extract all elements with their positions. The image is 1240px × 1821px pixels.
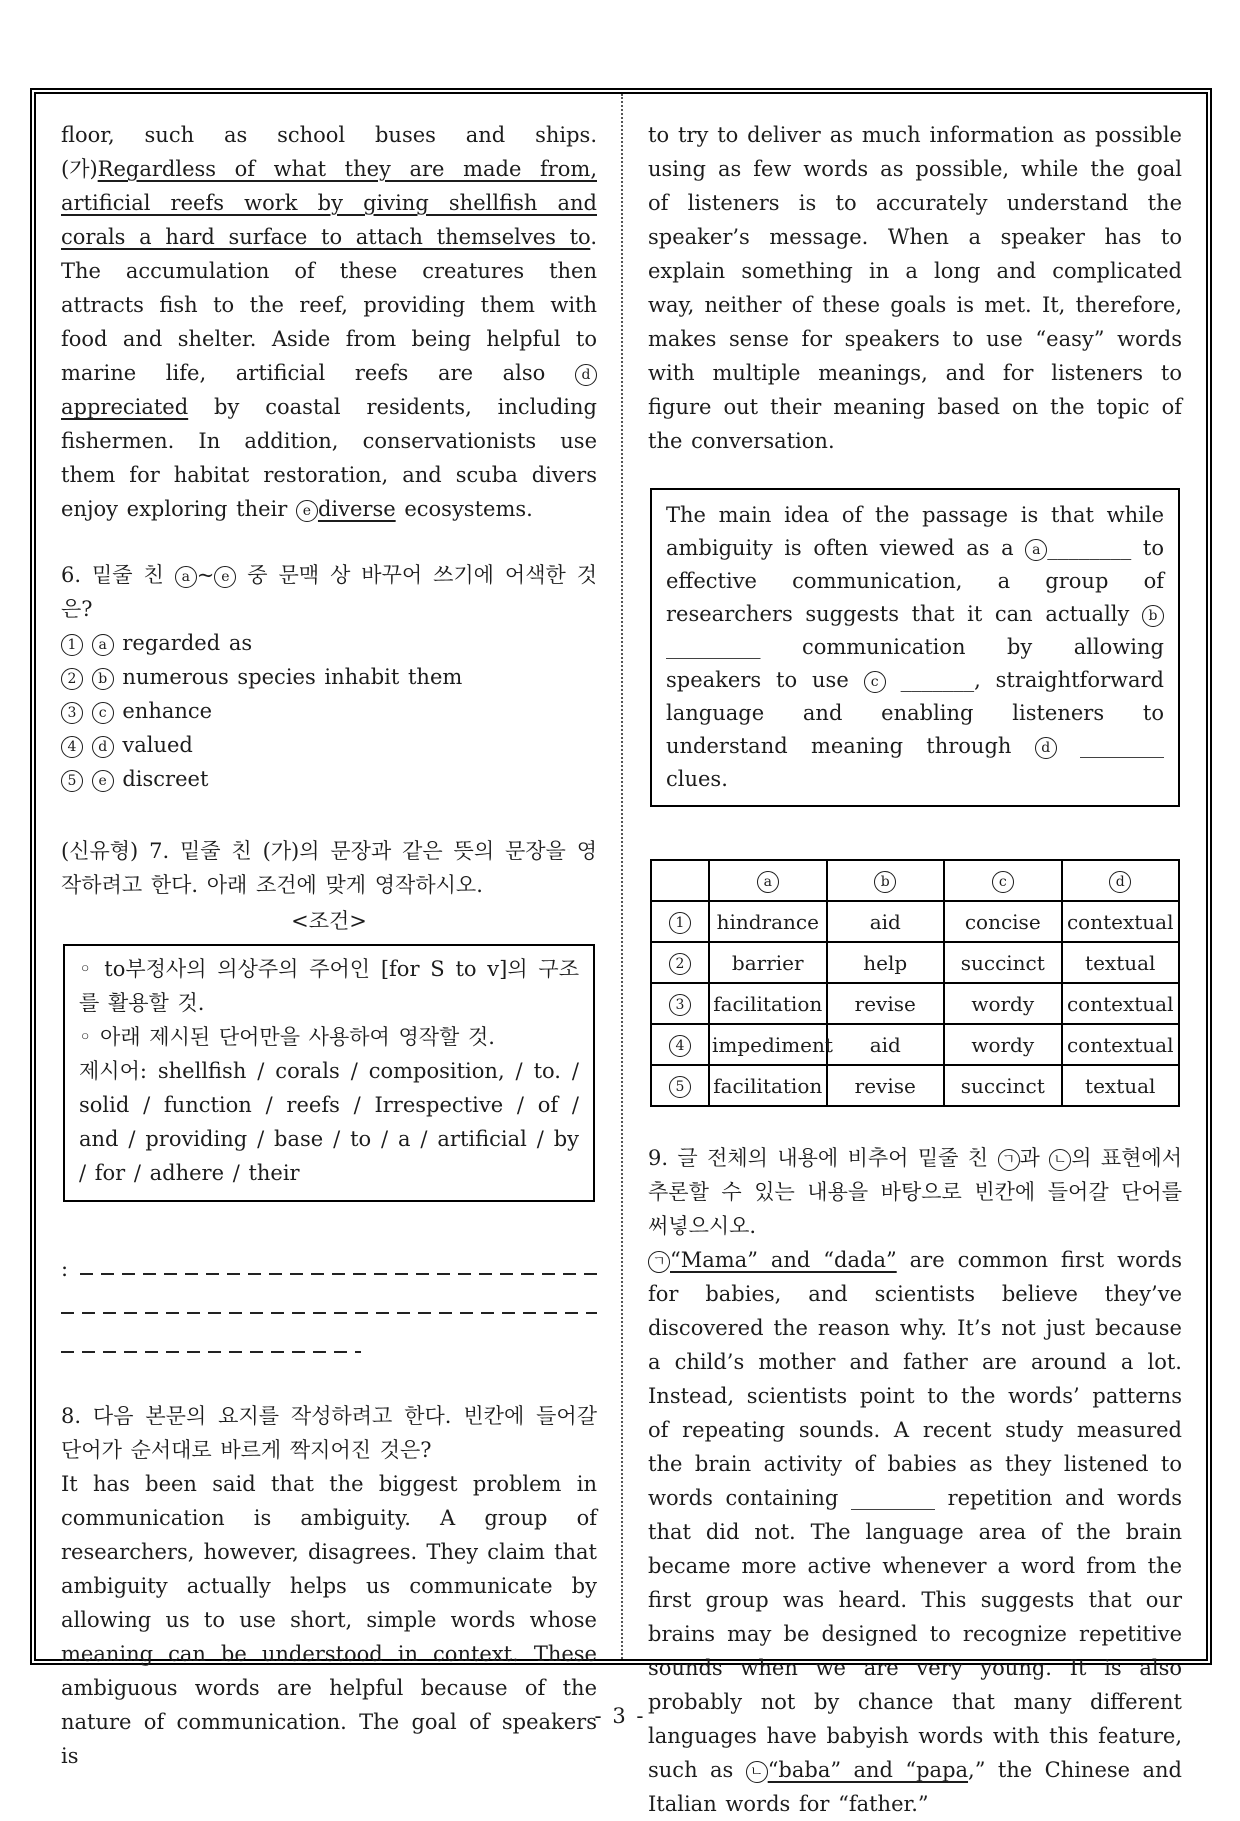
- circled-char: c: [864, 671, 886, 693]
- summary-box: [650, 488, 1180, 807]
- table-header-row: [651, 860, 1179, 901]
- table-row: [651, 983, 1179, 1024]
- underlined-text: “baba” and “papa: [767, 1758, 969, 1782]
- table-header-a: [709, 860, 827, 901]
- condition-box: [63, 944, 595, 1202]
- answer-option-3: 3 c enhance: [61, 694, 597, 728]
- underlined-text: Regardless of what they are made from, artificial reefs work by giving shellfish and corals a hard surface to attach themselves to: [61, 157, 597, 249]
- condition-item-1: ◦ to부정사의 의상주의 주어인 [for S to v]의 구조를 활용할 것.: [79, 957, 579, 1015]
- answer-colon: :: [61, 1257, 69, 1281]
- table-cell: barrier: [709, 942, 827, 983]
- table-header-d: [1062, 860, 1180, 901]
- circled-char: 2: [61, 668, 83, 690]
- question-7-prompt: (신유형) 7. 밑줄 친 (가)의 문장과 같은 뜻의 문장을 영작하려고 한다. 아래 조건에 맞게 영작하시오.: [61, 839, 597, 897]
- table-cell: facilitation: [709, 983, 827, 1024]
- circled-char: b: [92, 668, 114, 690]
- condition-label: <조건>: [291, 909, 367, 933]
- circled-char: ㄱ: [998, 1149, 1020, 1171]
- circled-char: ㄱ: [648, 1251, 670, 1273]
- answer-option-1: 1 a regarded as: [61, 626, 597, 660]
- table-cell: concise: [944, 901, 1062, 942]
- circled-char: e: [296, 500, 318, 522]
- question-7: [61, 834, 597, 1359]
- circled-b: b: [874, 871, 896, 893]
- answer-lines: [61, 1242, 597, 1359]
- circled-char: 5: [61, 770, 83, 792]
- answer-table: [650, 859, 1180, 1107]
- table-cell: revise: [827, 983, 945, 1024]
- underlined-text: appreciated: [61, 395, 189, 419]
- table-cell: aid: [827, 1024, 945, 1065]
- circled-char: e: [214, 566, 236, 588]
- table-cell: facilitation: [709, 1065, 827, 1106]
- question-6-prompt: 6. 밑줄 친 a ~ e 중 문맥 상 바꾸어 쓰기에 어색한 것은?: [61, 563, 598, 621]
- circled-char: a: [175, 566, 197, 588]
- circled-char: d: [92, 736, 114, 758]
- table-row: [651, 1065, 1179, 1106]
- circled-char: ㄴ: [1049, 1149, 1071, 1171]
- table-cell: textual: [1062, 942, 1180, 983]
- answer-option-5: 5 e discreet: [61, 762, 597, 796]
- table-cell: help: [827, 942, 945, 983]
- circled-number: 1: [669, 912, 691, 934]
- answer-line-row: [61, 1320, 597, 1359]
- circled-d: d: [1109, 871, 1131, 893]
- underlined-text: diverse: [317, 497, 396, 521]
- question-8-passage: It has been said that the biggest problem in communication is ambiguity. A group of researchers, however, disagrees. They claim that ambiguity actually helps us communicate by allowing us to use short, simple words whose meaning can be understood in context. These ambiguous words are helpful because of the nature of communication. The goal of speakers is: [61, 1472, 597, 1768]
- page-number: - 3 -: [594, 1704, 646, 1728]
- answer-line: [61, 1312, 597, 1314]
- condition-item-2: ◦ 아래 제시된 단어만을 사용하여 영작할 것.: [79, 1025, 495, 1049]
- summary-text: The main idea of the passage is that while ambiguity is often viewed as a a ________ to effective communication, a group of researchers suggests that it can actually b_________ communication by allowing speakers to use c _______, straightforward language and enabling listeners to understand meaning through d ________ clues.: [666, 503, 1164, 791]
- table-cell: contextual: [1062, 1024, 1180, 1065]
- question-9-prompt: 9. 글 전체의 내용에 비추어 밑줄 친 ㄱ 과 ㄴ 의 표현에서 추론할 수 있는 내용을 바탕으로 빈칸에 들어갈 단어를 써넣으시오.: [648, 1146, 1183, 1238]
- answer-option-2: 2 b numerous species inhabit them: [61, 660, 597, 694]
- circled-char: 3: [61, 702, 83, 724]
- question-8-prompt: 8. 다음 본문의 요지를 작성하려고 한다. 빈칸에 들어갈 단어가 순서대로 바르게 짝지어진 것은?: [61, 1404, 597, 1462]
- circled-char: d: [1035, 737, 1057, 759]
- content-frame: [30, 88, 1212, 1816]
- passage-communication: to try to deliver as much information as possible using as few words as possible, while the goal of listeners is to accurately understand the speaker’s message. When a speaker has to explain something in a long and complicated way, neither of these goals is met. It, therefore, makes sense for speakers to use “easy” words with multiple meanings, and for listeners to figure out their meaning based on the topic of the conversation.: [648, 123, 1182, 453]
- circled-char: c: [92, 702, 114, 724]
- table-cell: textual: [1062, 1065, 1180, 1106]
- table-cell: succinct: [944, 942, 1062, 983]
- table-cell: revise: [827, 1065, 945, 1106]
- table-cell: contextual: [1062, 901, 1180, 942]
- right-column: [621, 94, 1206, 1816]
- circled-char: 4: [61, 736, 83, 758]
- table-cell: wordy: [944, 983, 1062, 1024]
- answer-line: [61, 1351, 361, 1353]
- table-row: [651, 942, 1179, 983]
- table-row: [651, 901, 1179, 942]
- circled-number: 2: [669, 953, 691, 975]
- table-cell: wordy: [944, 1024, 1062, 1065]
- circled-number: 3: [669, 994, 691, 1016]
- circled-char: b: [1142, 605, 1164, 627]
- circled-c: c: [992, 871, 1014, 893]
- question-6: [61, 558, 597, 796]
- circled-char: a: [1025, 539, 1047, 561]
- underlined-text: “Mama” and “dada”: [670, 1248, 897, 1272]
- passage-artificial-reefs: floor, such as school buses and ships. (가)Regardless of what they are made from, artificial reefs work by giving shellfish and corals a hard surface to attach themselves to. The accumulation of these creatures then attracts fish to the reef, providing them with food and shelter. Aside from being helpful to marine life, artificial reefs are also dappreciated by coastal residents, including fishermen. In addition, conservationists use them for habitat restoration, and scuba divers enjoy exploring their e diverse ecosystems.: [61, 123, 597, 521]
- circled-char: ㄴ: [746, 1761, 768, 1783]
- answer-option-4: 4 d valued: [61, 728, 597, 762]
- word-bank: 제시어: shellfish / corals / composition, / to. / solid / function / reefs / Irrespective / of / and / providing / base / to / a / artificial / by / for / adhere / their: [79, 1059, 579, 1185]
- circled-number: 4: [669, 1035, 691, 1057]
- answer-line: [80, 1273, 597, 1275]
- table-cell: hindrance: [709, 901, 827, 942]
- table-header-b: [827, 860, 945, 901]
- answer-line-row: [61, 1242, 597, 1281]
- circled-char: e: [92, 770, 114, 792]
- circled-char: d: [575, 364, 597, 386]
- circled-char: a: [92, 634, 114, 656]
- circled-char: 1: [61, 634, 83, 656]
- answer-line-row: [61, 1281, 597, 1320]
- question-9-passage: ㄱ “Mama” and “dada” are common first words for babies, and scientists believe they’ve discovered the reason why. It’s not just because a child’s mother and father are around a lot. Instead, scientists point to the words’ patterns of repeating sounds. A recent study measured the brain activity of babies as they listened to words containing ________ repetition and words that did not. The language area of the brain became more active whenever a word from the first group was heard. This suggests that our brains may be designed to recognize repetitive sounds when we are very young. It is also probably not by chance that many different languages have babyish words with this feature, such as ㄴ “baba” and “papa,” the Chinese and Italian words for “father.”: [648, 1248, 1182, 1816]
- table-cell: succinct: [944, 1065, 1062, 1106]
- circled-a: a: [757, 871, 779, 893]
- table-cell: aid: [827, 901, 945, 942]
- table-cell: contextual: [1062, 983, 1180, 1024]
- left-column: [36, 94, 621, 1768]
- table-header-c: [944, 860, 1062, 901]
- table-corner-cell: [651, 860, 709, 901]
- table-cell: impediment: [709, 1024, 827, 1065]
- circled-number: 5: [669, 1076, 691, 1098]
- table-row: [651, 1024, 1179, 1065]
